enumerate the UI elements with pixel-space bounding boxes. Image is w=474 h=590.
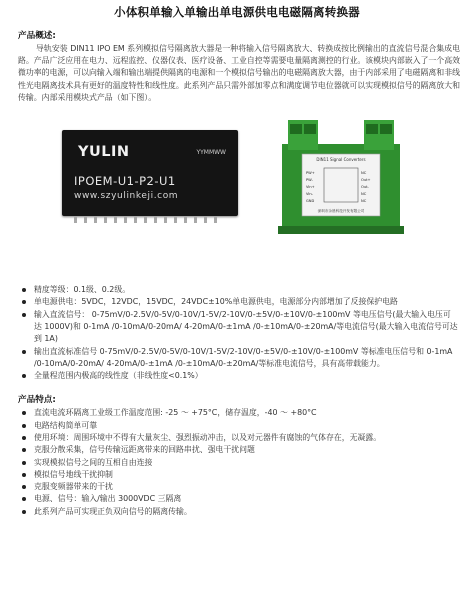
pin-label-left: Vin+ — [306, 185, 315, 190]
chip-brand: YULIN — [78, 144, 130, 161]
pin-label-left: PW- — [306, 178, 313, 183]
list-item: 模拟信号地线干扰抑制 — [20, 469, 458, 481]
pin-label-right: NC — [361, 192, 367, 197]
list-item: 输出直流标准信号 0-75mV/0-2.5V/0-5V/0-10V/1-5V/2-10V/0-±5V/0-±10V/0-±100mV 等标准电压信号和 0-1mA /0-10mA/0-20mA/ 4-20mA/0-±1mA /0-±10mA/0-±20mA/等标准电流信号，具有高带载能力。 — [20, 346, 458, 371]
chip-url: www.szyulinkeji.com — [74, 191, 179, 202]
spec-list — [10, 284, 464, 382]
feature-list — [10, 407, 464, 518]
pin-label-left: Vin- — [306, 192, 313, 197]
din-header: DIN11 Signal Converters — [316, 157, 366, 163]
list-item: 输入直流信号： 0-75mV/0-2.5V/0-5V/0-10V/1-5V/2-10V/0-±5V/0-±10V/0-±100mV 等电压信号(最大输入电压可达 1000V)和 0-1mA /0-10mA/0-20mA/ 4-20mA/0-±1mA /0-±10mA/0-±20mA/等电流信号(最大输入电流信号可达到 1A) — [20, 309, 458, 346]
pin-label-right: NC — [361, 171, 367, 176]
list-item: 电源、信号：输入/输出 3000VDC 三隔离 — [20, 493, 458, 505]
list-item: 克服分散采集，信号传输远距离带来的回路串扰、强电干扰问题 — [20, 444, 458, 456]
features-heading: 产品特点: — [18, 395, 56, 406]
list-item: 使用环境：周围环境中不得有大量灰尘、强烈振动冲击，以及对元器件有腐蚀的气体存在，无凝露。 — [20, 432, 458, 444]
chip-model: IPOEM-U1-P2-U1 — [74, 174, 176, 189]
list-item: 直流电流环隔离工业级工作温度范围: -25 ～ +75°C，储存温度，-40 ～ +80°C — [20, 407, 458, 419]
list-item: 全量程范围内极高的线性度（非线性度<0.1%） — [20, 370, 458, 382]
pin-label-right: NC — [361, 199, 367, 204]
list-item: 单电源供电：5VDC，12VDC，15VDC，24VDC±10%单电源供电，电源部分内部增加了反接保护电路 — [20, 296, 458, 308]
module-chip-image — [62, 130, 238, 216]
page-title: 小体积单输入单输出单电源供电电磁隔离转换器 — [114, 5, 360, 19]
product-images — [10, 108, 464, 284]
chip-pins — [74, 216, 224, 223]
pin-label-left: PW+ — [306, 171, 315, 176]
list-item: 电路结构简单可靠 — [20, 420, 458, 432]
chip-date-code: YYMMWW — [196, 149, 226, 157]
din-company: 深圳市余晨科技开发有限公司 — [317, 209, 365, 214]
list-item: 此系列产品可实现正负双向信号的隔离传输。 — [20, 506, 458, 518]
list-item: 精度等级：0.1级、0.2级。 — [20, 284, 458, 296]
list-item: 克服变频器带来的干扰 — [20, 481, 458, 493]
overview-heading: 产品概述: — [18, 31, 56, 41]
overview-text: 导轨安装 DIN11 IPO EM 系列模拟信号隔离放大器是一种将输入信号隔离放大、转换成按比例输出的直流信号混合集成电路。产品广泛应用在电力、远程监控、仪器仪表、医疗设备、工业自控等需要电量隔离测控的行业。该模块内部嵌入了一个高效微功率的电源，可以向输入端和输出端提供隔离的电源和一个模拟信号输出的电磁隔离放大器，由于内部采用了电磁隔离和非线性光电隔离技术具有更好的温度特性和线性度。此系列产品只需外部加零点和满度调节电位器就可以实现模拟信号的隔离放大和传输。内部采用模块式产品（如下图）。 — [18, 44, 460, 102]
din-rail-module-image — [276, 114, 406, 242]
list-item: 实现模拟信号之间的互相自由连接 — [20, 457, 458, 469]
pin-label-right: Out+ — [361, 178, 371, 183]
pin-label-left: GND — [306, 199, 315, 204]
pin-label-right: Out- — [361, 185, 369, 190]
